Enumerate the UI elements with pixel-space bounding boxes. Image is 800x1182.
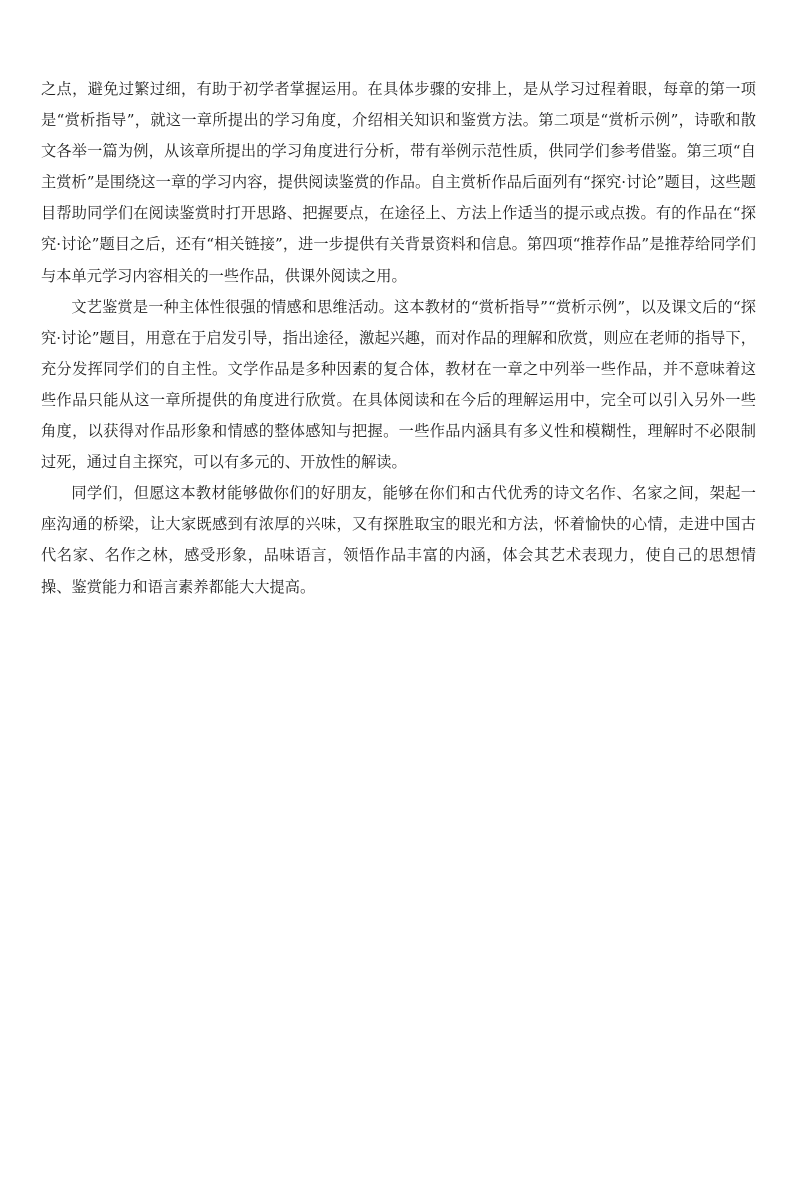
body-text [41, 74, 756, 603]
paragraph-closing: 同学们，但愿这本教材能够做你们的好朋友，能够在你们和古代优秀的诗文名作、名家之间，架起一座沟通的桥梁，让大家既感到有浓厚的兴味，又有探胜取宝的眼光和方法，怀着愉快的心情，走进中国古代名家、名作之林，感受形象，品味语言，领悟作品丰富的内涵，体会其艺术表现力，使自己的思想情操、鉴赏能力和语言素养都能大大提高。 [41, 484, 756, 596]
paragraph-continued: 之点，避免过繁过细，有助于初学者掌握运用。在具体步骤的安排上，是从学习过程着眼，每章的第一项是“赏析指导”，就这一章所提出的学习角度，介绍相关知识和鉴赏方法。第二项是“赏析示例”，诗歌和散文各举一篇为例，从该章所提出的学习角度进行分析，带有举例示范性质，供同学们参考借鉴。第三项“自主赏析”是围绕这一章的学习内容，提供阅读鉴赏的作品。自主赏析作品后面列有“探究·讨论”题目，这些题目帮助同学们在阅读鉴赏时打开思路、把握要点，在途径上、方法上作适当的提示或点拨。有的作品在“探究·讨论”题目之后，还有“相关链接”，进一步提供有关背景资料和信息。第四项“推荐作品”是推荐给同学们与本单元学习内容相关的一些作品，供课外阅读之用。 [41, 80, 756, 285]
paragraph-appreciation: 文艺鉴赏是一种主体性很强的情感和思维活动。这本教材的“赏析指导”“赏析示例”，以及课文后的“探究·讨论”题目，用意在于启发引导，指出途径，激起兴趣，而对作品的理解和欣赏，则应在老师的指导下，充分发挥同学们的自主性。文学作品是多种因素的复合体，教材在一章之中列举一些作品，并不意味着这些作品只能从这一章所提供的角度进行欣赏。在具体阅读和在今后的理解运用中，完全可以引入另外一些角度，以获得对作品形象和情感的整体感知与把握。一些作品内涵具有多义性和模糊性，理解时不必限制过死，通过自主探究，可以有多元的、开放性的解读。 [41, 297, 756, 472]
